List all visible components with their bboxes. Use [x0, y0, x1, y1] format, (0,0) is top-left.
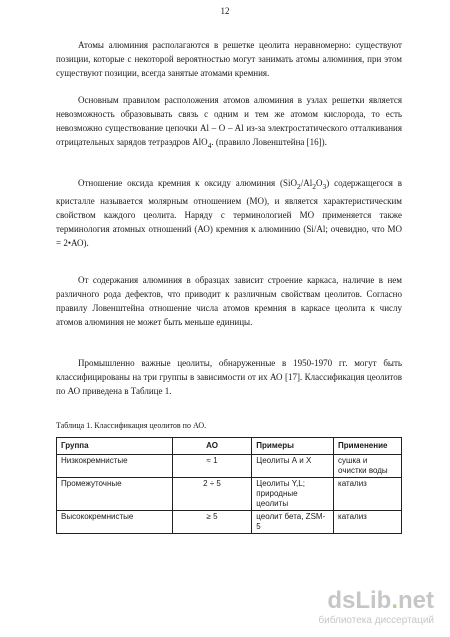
table-caption: Таблица 1. Классификация цеолитов по АО. — [56, 421, 207, 430]
cell-examples: цеолит бета, ZSM-5 — [252, 511, 334, 534]
cell-application: сушка и очистки воды — [334, 455, 402, 478]
subscript: 2 — [297, 181, 301, 191]
cell-examples: Цеолиты А и Х — [252, 455, 334, 478]
cell-group: Промежуточные — [57, 478, 173, 511]
cell-application: катализ — [334, 478, 402, 511]
table-row — [57, 511, 402, 534]
watermark-logo: dsLib.net — [327, 587, 434, 614]
subscript: 2 — [312, 181, 317, 191]
cell-group: Низкокремнистые — [57, 455, 173, 478]
subscript: 4 — [207, 140, 212, 150]
page-number: 12 — [220, 6, 230, 16]
header-application: Применение — [334, 438, 402, 455]
cell-group: Высококремнистые — [57, 511, 173, 534]
cell-application: катализ — [334, 511, 402, 534]
paragraph-4: От содержания алюминия в образцах зависит строение каркаса, наличие в нем различного рода дефектов, что приводит к различным свойствам цеолитов. Согласно правилу Ловенштейна отношение числа атомов кремния в каркасе цеолита к числу атомов алюминия не может быть меньше единицы. — [56, 275, 402, 327]
cell-ao: ≥ 5 — [172, 511, 252, 534]
table-row — [57, 455, 402, 478]
table-header-row — [57, 438, 402, 455]
header-ao: АО — [172, 438, 252, 455]
cell-ao: 2 ÷ 5 — [172, 478, 252, 511]
table-row — [57, 478, 402, 511]
paragraph-3: Отношение оксида кремния к оксиду алюминия $(SiO_2/Al_2O_3)$ содержащегося в кристалле называется молярным отношением (МО), и является характеристическим свойством каждого цеолита. Наряду с терминологией МО применяется также терминология атомных отношений (АО) кремния к алюминию (Si/Al; очевидно, что МО = 2•АО). — [56, 178, 402, 248]
subscript: 3 — [322, 181, 327, 191]
cell-ao: ≈ 1 — [172, 455, 252, 478]
paragraph-5: Промышленно важные цеолиты, обнаруженные в 1950-1970 гг. могут быть классифицированы на три группы в зависимости от их АО [17]. Классификация цеолитов по АО приведена в Таблице 1. — [56, 358, 402, 396]
header-group: Группа — [57, 438, 173, 455]
classification-table — [56, 437, 402, 534]
watermark-subtitle: библиотека диссертаций — [318, 615, 434, 626]
cell-examples: Цеолиты Y,L; природные цеолиты — [252, 478, 334, 511]
paragraph-2: Основным правилом расположения атомов алюминия в узлах решетки является невозможность образовывать связь с одним и тем же атомом кислорода, то есть невозможно существование цепочки Al – O – Al из-за электростатического отталкивания отрицательных зарядов тетраэдров AlO$_4$. (правило Ловенштейна [16]). — [56, 95, 402, 150]
paragraph-1: Атомы алюминия располагаются в решетке цеолита неравномерно: существуют позиции, которые с некоторой вероятностью могут занимать атомы алюминия, при этом существуют позиции, всегда занятые атомами кремния. — [56, 40, 402, 78]
header-examples: Примеры — [252, 438, 334, 455]
